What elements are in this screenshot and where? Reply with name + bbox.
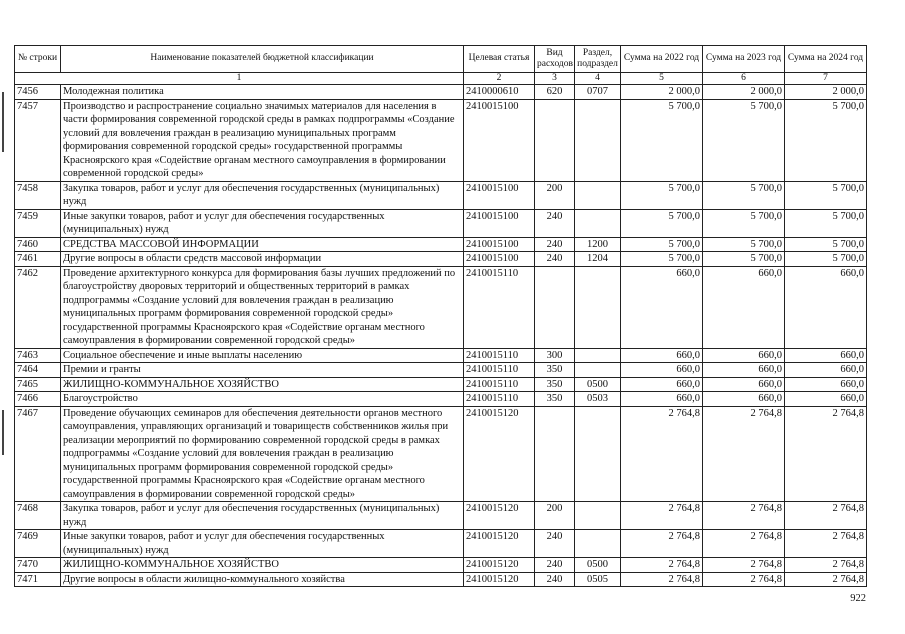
row-sum-2024: 660,0: [785, 377, 867, 392]
column-number: 2: [464, 73, 535, 85]
scan-margin-line: [2, 92, 4, 152]
row-sum-2022: 660,0: [621, 266, 703, 348]
row-section: 0707: [575, 85, 621, 100]
row-target-article: 2410015100: [464, 252, 535, 267]
column-number: 4: [575, 73, 621, 85]
row-sum-2024: 2 764,8: [785, 502, 867, 530]
row-number: 7470: [15, 558, 61, 573]
row-section: 0500: [575, 377, 621, 392]
table-row: [15, 181, 867, 209]
row-section: [575, 406, 621, 502]
row-expense-type: 200: [535, 181, 575, 209]
row-name: Премии и гранты: [61, 363, 464, 378]
row-number: 7465: [15, 377, 61, 392]
row-expense-type: 240: [535, 209, 575, 237]
table-row: [15, 85, 867, 100]
row-expense-type: 350: [535, 377, 575, 392]
row-expense-type: 240: [535, 252, 575, 267]
row-expense-type: 300: [535, 348, 575, 363]
column-number: 3: [535, 73, 575, 85]
row-target-article: 2410015110: [464, 377, 535, 392]
row-name: ЖИЛИЩНО-КОММУНАЛЬНОЕ ХОЗЯЙСТВО: [61, 558, 464, 573]
row-section: [575, 266, 621, 348]
header-name: Наименование показателей бюджетной классификации: [61, 46, 464, 73]
table-row: [15, 406, 867, 502]
row-section: [575, 209, 621, 237]
table-row: [15, 377, 867, 392]
row-sum-2024: 5 700,0: [785, 252, 867, 267]
row-name: Проведение обучающих семинаров для обеспечения деятельности органов местного самоуправления, управляющих организаций и товариществ собственников жилья при реализации мероприятий по формированию современной городской среды в рамках подпрограммы «Создание условий для вовлечения граждан в реализацию муниципальных программ формирования современной городской среды» государственной программы Красноярского края «Содействие органам местного самоуправления в формировании современной городской среды»: [61, 406, 464, 502]
header-expense-type: Вид расходов: [535, 46, 575, 73]
row-sum-2022: 660,0: [621, 377, 703, 392]
row-section: 1204: [575, 252, 621, 267]
row-sum-2023: 660,0: [703, 363, 785, 378]
row-name: Проведение архитектурного конкурса для формирования базы лучших предложений по благоустройству дворовых территорий и общественных территорий в рамках подпрограммы «Создание условий для вовлечения граждан в реализацию муниципальных программ формирования современной городской среды» государственной программы Красноярского края «Содействие органам местного самоуправления в формировании современной городской среды»: [61, 266, 464, 348]
row-sum-2022: 660,0: [621, 363, 703, 378]
column-number: 6: [703, 73, 785, 85]
header-sum-2022: Сумма на 2022 год: [621, 46, 703, 73]
table-row: [15, 348, 867, 363]
row-target-article: 2410015120: [464, 530, 535, 558]
row-section: 0500: [575, 558, 621, 573]
row-number: 7467: [15, 406, 61, 502]
row-sum-2023: 660,0: [703, 377, 785, 392]
row-sum-2024: 2 764,8: [785, 558, 867, 573]
row-sum-2023: 2 764,8: [703, 558, 785, 573]
row-sum-2022: 2 764,8: [621, 502, 703, 530]
column-number: 5: [621, 73, 703, 85]
table-row: [15, 363, 867, 378]
row-section: [575, 181, 621, 209]
row-number: 7461: [15, 252, 61, 267]
row-expense-type: 350: [535, 392, 575, 407]
row-section: [575, 348, 621, 363]
table-row: [15, 572, 867, 587]
row-sum-2023: 2 764,8: [703, 502, 785, 530]
row-target-article: 2410015100: [464, 99, 535, 181]
row-number: 7466: [15, 392, 61, 407]
row-sum-2024: 5 700,0: [785, 181, 867, 209]
row-sum-2024: 660,0: [785, 392, 867, 407]
row-sum-2022: 2 764,8: [621, 530, 703, 558]
row-sum-2024: 5 700,0: [785, 209, 867, 237]
row-number: 7471: [15, 572, 61, 587]
header-target-article: Целевая статья: [464, 46, 535, 73]
row-sum-2023: 5 700,0: [703, 181, 785, 209]
row-sum-2022: 5 700,0: [621, 237, 703, 252]
row-number: 7464: [15, 363, 61, 378]
row-target-article: 2410015120: [464, 572, 535, 587]
row-expense-type: 350: [535, 363, 575, 378]
row-number: 7468: [15, 502, 61, 530]
row-sum-2022: 660,0: [621, 392, 703, 407]
row-target-article: 2410015100: [464, 181, 535, 209]
row-section: 0503: [575, 392, 621, 407]
budget-table: [14, 45, 867, 587]
row-section: [575, 363, 621, 378]
row-sum-2024: 2 000,0: [785, 85, 867, 100]
row-name: Социальное обеспечение и иные выплаты населению: [61, 348, 464, 363]
table-row: [15, 502, 867, 530]
row-sum-2022: 5 700,0: [621, 99, 703, 181]
table-body: [15, 73, 867, 587]
row-number: 7463: [15, 348, 61, 363]
table-row: [15, 237, 867, 252]
row-number: 7460: [15, 237, 61, 252]
row-section: 0505: [575, 572, 621, 587]
header-section: Раздел, подраздел: [575, 46, 621, 73]
row-sum-2024: 660,0: [785, 266, 867, 348]
column-number: 1: [15, 73, 464, 85]
row-sum-2023: 5 700,0: [703, 252, 785, 267]
row-sum-2022: 2 764,8: [621, 558, 703, 573]
row-sum-2023: 2 764,8: [703, 530, 785, 558]
row-name: СРЕДСТВА МАССОВОЙ ИНФОРМАЦИИ: [61, 237, 464, 252]
row-sum-2024: 660,0: [785, 348, 867, 363]
row-sum-2023: 5 700,0: [703, 209, 785, 237]
row-expense-type: 200: [535, 502, 575, 530]
row-sum-2022: 5 700,0: [621, 252, 703, 267]
column-number-row: [15, 73, 867, 85]
row-sum-2023: 2 764,8: [703, 406, 785, 502]
row-name: Закупка товаров, работ и услуг для обеспечения государственных (муниципальных) нужд: [61, 181, 464, 209]
row-name: Другие вопросы в области средств массовой информации: [61, 252, 464, 267]
row-sum-2023: 5 700,0: [703, 237, 785, 252]
row-expense-type: 240: [535, 530, 575, 558]
row-target-article: 2410015120: [464, 558, 535, 573]
row-sum-2022: 660,0: [621, 348, 703, 363]
row-target-article: 2410015110: [464, 392, 535, 407]
row-expense-type: [535, 99, 575, 181]
row-name: Благоустройство: [61, 392, 464, 407]
row-target-article: 2410015120: [464, 406, 535, 502]
header-sum-2024: Сумма на 2024 год: [785, 46, 867, 73]
row-sum-2022: 5 700,0: [621, 181, 703, 209]
scan-margin-line: [2, 410, 4, 455]
row-name: Производство и распространение социально значимых материалов для населения в части формирования современной городской среды в рамках подпрограммы «Создание условий для вовлечения граждан в реализацию муниципальных программ формирования современной городской среды» государственной программы Красноярского края «Содействие органам местного самоуправления в формировании современной городской среды»: [61, 99, 464, 181]
row-sum-2024: 5 700,0: [785, 237, 867, 252]
row-name: Молодежная политика: [61, 85, 464, 100]
row-target-article: 2410015120: [464, 502, 535, 530]
row-target-article: 2410015110: [464, 363, 535, 378]
row-sum-2022: 5 700,0: [621, 209, 703, 237]
table-header-row: [15, 46, 867, 73]
row-expense-type: 620: [535, 85, 575, 100]
row-number: 7462: [15, 266, 61, 348]
row-sum-2022: 2 764,8: [621, 572, 703, 587]
header-sum-2023: Сумма на 2023 год: [703, 46, 785, 73]
row-target-article: 2410015100: [464, 237, 535, 252]
row-name: Иные закупки товаров, работ и услуг для обеспечения государственных (муниципальных) нужд: [61, 530, 464, 558]
row-sum-2023: 2 000,0: [703, 85, 785, 100]
row-number: 7469: [15, 530, 61, 558]
page-number: 922: [850, 593, 866, 604]
row-sum-2024: 2 764,8: [785, 406, 867, 502]
row-sum-2022: 2 000,0: [621, 85, 703, 100]
row-section: 1200: [575, 237, 621, 252]
header-row-number: № строки: [15, 46, 61, 73]
row-expense-type: 240: [535, 558, 575, 573]
row-sum-2024: 2 764,8: [785, 572, 867, 587]
row-name: Закупка товаров, работ и услуг для обеспечения государственных (муниципальных) нужд: [61, 502, 464, 530]
table-row: [15, 392, 867, 407]
row-target-article: 2410000610: [464, 85, 535, 100]
row-expense-type: 240: [535, 572, 575, 587]
row-name: Иные закупки товаров, работ и услуг для обеспечения государственных (муниципальных) нужд: [61, 209, 464, 237]
row-number: 7459: [15, 209, 61, 237]
row-sum-2024: 660,0: [785, 363, 867, 378]
row-sum-2023: 2 764,8: [703, 572, 785, 587]
column-number: 7: [785, 73, 867, 85]
table-row: [15, 209, 867, 237]
row-expense-type: [535, 406, 575, 502]
row-number: 7458: [15, 181, 61, 209]
row-sum-2023: 660,0: [703, 348, 785, 363]
row-target-article: 2410015110: [464, 348, 535, 363]
row-target-article: 2410015100: [464, 209, 535, 237]
table-row: [15, 252, 867, 267]
row-target-article: 2410015110: [464, 266, 535, 348]
row-expense-type: [535, 266, 575, 348]
row-sum-2023: 660,0: [703, 392, 785, 407]
row-number: 7457: [15, 99, 61, 181]
row-section: [575, 99, 621, 181]
row-section: [575, 530, 621, 558]
row-number: 7456: [15, 85, 61, 100]
table-row: [15, 266, 867, 348]
table-row: [15, 99, 867, 181]
row-section: [575, 502, 621, 530]
row-sum-2024: 5 700,0: [785, 99, 867, 181]
row-expense-type: 240: [535, 237, 575, 252]
row-sum-2023: 5 700,0: [703, 99, 785, 181]
row-sum-2024: 2 764,8: [785, 530, 867, 558]
table-row: [15, 558, 867, 573]
row-sum-2022: 2 764,8: [621, 406, 703, 502]
row-name: ЖИЛИЩНО-КОММУНАЛЬНОЕ ХОЗЯЙСТВО: [61, 377, 464, 392]
row-name: Другие вопросы в области жилищно-коммунального хозяйства: [61, 572, 464, 587]
row-sum-2023: 660,0: [703, 266, 785, 348]
table-row: [15, 530, 867, 558]
